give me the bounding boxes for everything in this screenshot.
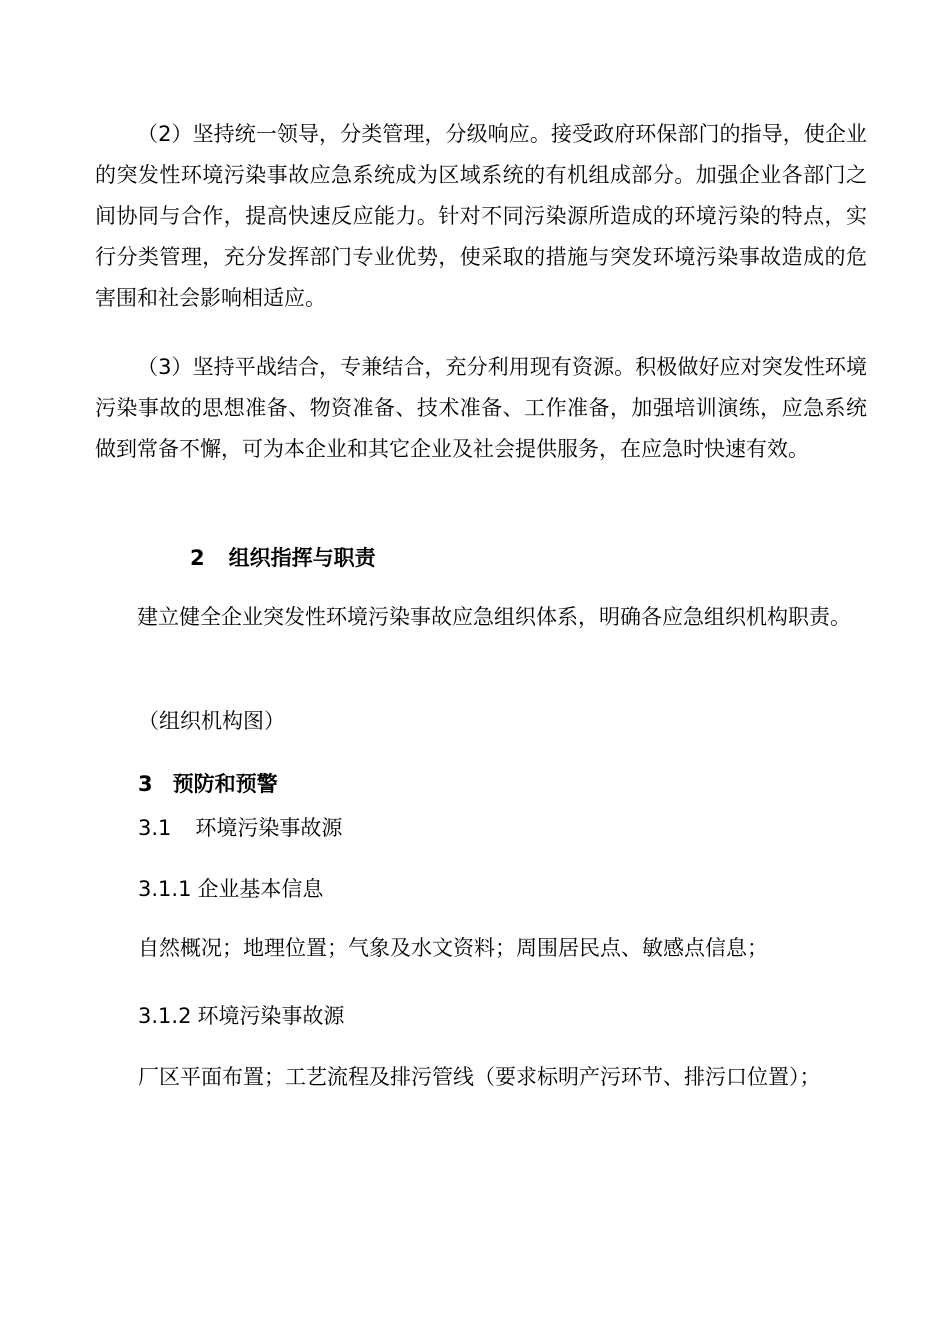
section-3-1-1-number: 3.1.1 <box>138 877 192 901</box>
paragraph-principle-3: （3）坚持平战结合，专兼结合，充分利用现有资源。积极做好应对突发性环境污染事故的思想准备、物资准备、技术准备、工作准备，加强培训演练，应急系统做到常备不懈，可为本企业和其它企业及社会提供服务，在应急时快速有效。 <box>95 355 867 461</box>
section-3-1-number: 3.1 <box>138 816 172 840</box>
section-3-1-1-heading <box>138 874 323 904</box>
section-3-1-heading <box>138 813 342 843</box>
section-3-1-2-heading <box>138 1001 344 1031</box>
section-2-body: 建立健全企业突发性环境污染事故应急组织体系，明确各应急组织机构职责。 <box>137 605 851 629</box>
section-3-1-2-body: 厂区平面布置；工艺流程及排污管线（要求标明产污环节、排污口位置）； <box>138 1065 821 1089</box>
section-2-title: 组织指挥与职责 <box>228 546 376 570</box>
section-3-1-2-number: 3.1.2 <box>138 1004 192 1028</box>
section-2-heading <box>190 543 376 573</box>
section-3-1-2-title: 环境污染事故源 <box>197 1004 345 1028</box>
section-3-title: 预防和预警 <box>172 772 278 796</box>
section-3-1-1-title: 企业基本信息 <box>197 877 324 901</box>
section-2-number: 2 <box>190 546 205 570</box>
section-3-number: 3 <box>138 772 153 796</box>
section-3-1-title: 环境污染事故源 <box>195 816 343 840</box>
section-3-heading <box>138 769 278 799</box>
paragraph-principle-2: （2）坚持统一领导，分类管理，分级响应。接受政府环保部门的指导，使企业的突发性环境污染事故应急系统成为区域系统的有机组成部分。加强企业各部门之间协同与合作，提高快速反应能力。针对不同污染源所造成的环境污染的特点，实行分类管理，充分发挥部门专业优势，使采取的措施与突发环境污染事故造成的危害围和社会影响相适应。 <box>95 122 867 310</box>
org-chart-placeholder: （组织机构图） <box>138 709 285 733</box>
section-3-1-1-body: 自然概况；地理位置；气象及水文资料；周围居民点、敏感点信息； <box>138 936 768 960</box>
